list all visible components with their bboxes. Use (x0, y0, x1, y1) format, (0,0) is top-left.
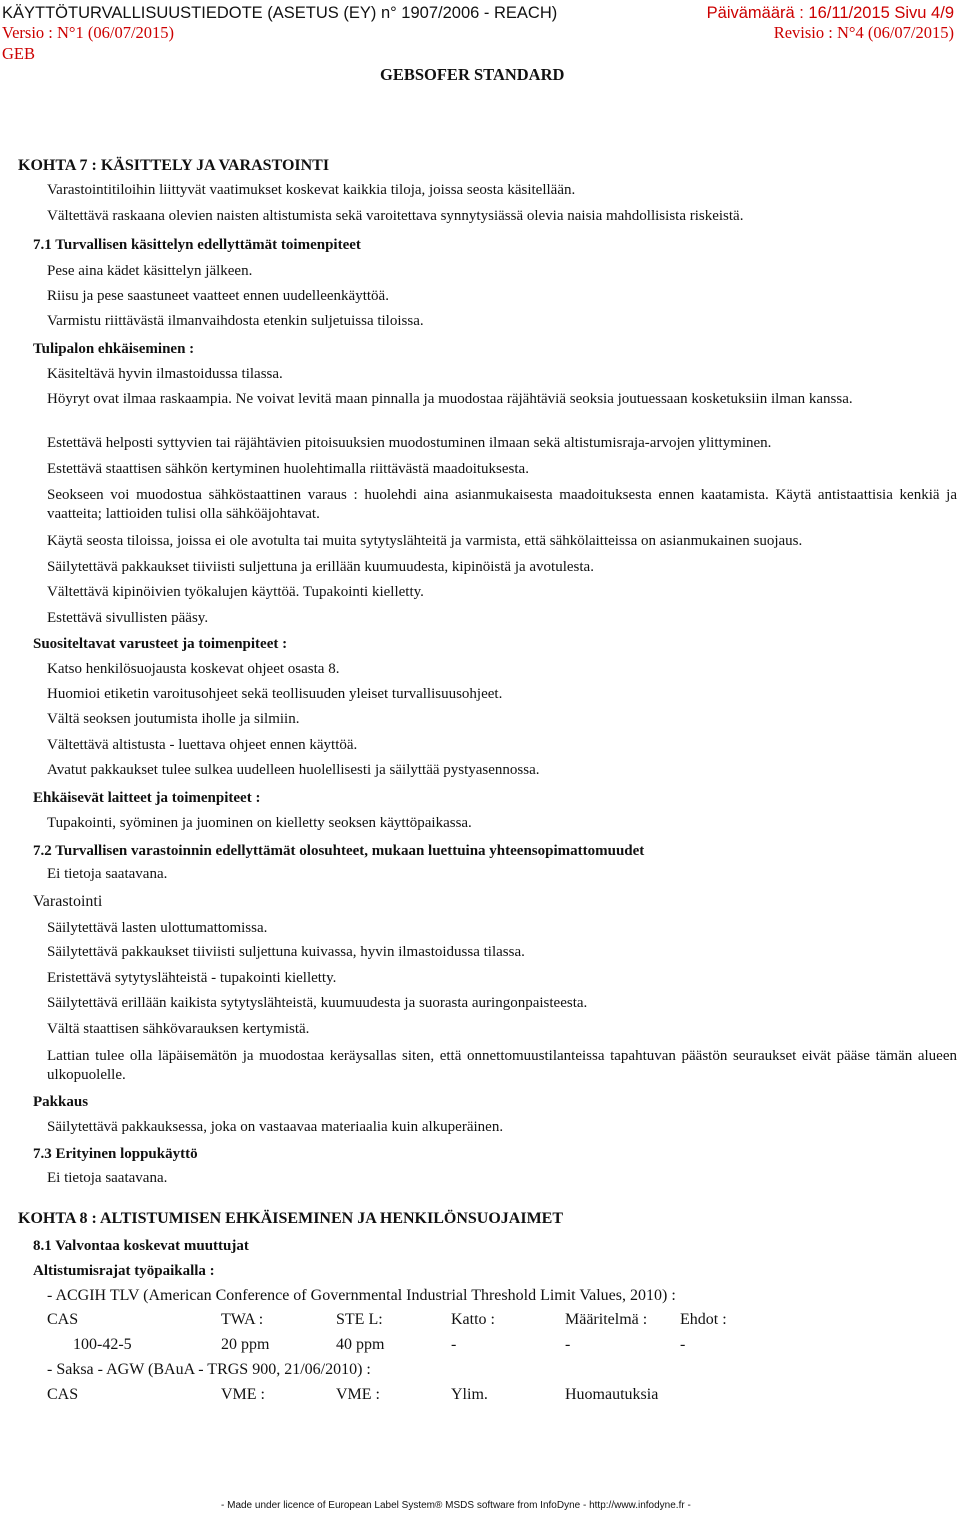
subsection-heading: 8.1 Valvontaa koskevat muuttujat (33, 1238, 249, 1254)
body-line: Vältä staattisen sähkövarauksen kertymistä. (47, 1021, 310, 1037)
agw-header-huomautuksia: Huomautuksia (565, 1386, 659, 1403)
body-line: Estettävä staattisen sähkön kertyminen huolehtimalla riittävästä maadoituksesta. (47, 461, 529, 477)
table-cell-stel: 40 ppm (336, 1336, 385, 1353)
agw-header-ylim: Ylim. (451, 1386, 488, 1403)
document-title: KÄYTTÖTURVALLISUUSTIEDOTE (ASETUS (EY) n° 1907/2006 - REACH) (2, 4, 558, 22)
body-line: Seokseen voi muodostua sähköstaattinen varaus : huolehdi aina asianmukaisesta maadoituksesta ennen kaatamista. Käytä antistaattisia kenkiä ja vaatteita; lattioiden tulisi olla sähköäjohtavat. (47, 487, 957, 522)
body-line: Ei tietoja saatavana. (47, 1170, 168, 1186)
body-line: Eristettävä sytytyslähteistä - tupakointi kielletty. (47, 970, 337, 986)
body-line: Käsiteltävä hyvin ilmastoidussa tilassa. (47, 366, 283, 382)
agw-header-vme: VME : (221, 1386, 265, 1403)
subsection-heading: Tulipalon ehkäiseminen : (33, 341, 195, 357)
product-name: GEBSOFER STANDARD (380, 65, 565, 84)
table-header-stel: STE L: (336, 1311, 383, 1328)
subsection-heading: 7.1 Turvallisen käsittelyn edellyttämät toimenpiteet (33, 237, 361, 253)
body-line: Ei tietoja saatavana. (47, 866, 168, 882)
body-line: Huomioi etiketin varoitusohjeet sekä teollisuuden yleiset turvallisuusohjeet. (47, 686, 503, 702)
table-header-twa: TWA : (221, 1311, 264, 1328)
agw-header-cas: CAS (47, 1386, 79, 1403)
body-line: Pese aina kädet käsittelyn jälkeen. (47, 263, 253, 279)
body-line: Vältettävä altistusta - luettava ohjeet ennen käyttöä. (47, 737, 358, 753)
body-line: Säilytettävä erillään kaikista sytytyslähteistä, kuumuudesta ja suorasta auringonpaisteesta. (47, 995, 588, 1011)
table-header-katto: Katto : (451, 1311, 495, 1328)
body-line: Vältä seoksen joutumista iholle ja silmiin. (47, 711, 300, 727)
body-line: Katso henkilösuojausta koskevat ohjeet osasta 8. (47, 661, 340, 677)
agw-header-vme-2: VME : (336, 1386, 380, 1403)
table-header-cas: CAS (47, 1311, 79, 1328)
subsection-heading: Altistumisrajat työpaikalla : (33, 1263, 215, 1279)
body-line: - ACGIH TLV (American Conference of Governmental Industrial Threshold Limit Values, 2010) : (47, 1287, 676, 1304)
subsection-heading: Ehkäisevät laitteet ja toimenpiteet : (33, 790, 261, 806)
body-line: Avatut pakkaukset tulee sulkea uudelleen huolellisesti ja säilyttää pystyasennossa. (47, 762, 540, 778)
table-cell-cas: 100-42-5 (73, 1336, 132, 1353)
body-line: Estettävä sivullisten pääsy. (47, 610, 209, 626)
section-heading: KOHTA 7 : KÄSITTELY JA VARASTOINTI (18, 157, 330, 174)
version: Versio : N°1 (06/07/2015) (2, 23, 175, 42)
body-line: Varastointitiloihin liittyvät vaatimukset koskevat kaikkia tiloja, joissa seosta käsitellään. (47, 182, 576, 198)
body-line: Säilytettävä lasten ulottumattomissa. (47, 920, 268, 936)
subsection-heading: Pakkaus (33, 1094, 89, 1110)
body-line: Varmistu riittävästä ilmanvaihdosta etenkin suljetuissa tiloissa. (47, 313, 424, 329)
table-cell-maaritelma: - (565, 1336, 571, 1353)
section-heading: KOHTA 8 : ALTISTUMISEN EHKÄISEMINEN JA HENKILÖNSUOJAIMET (18, 1210, 564, 1227)
body-line: Käytä seosta tiloissa, joissa ei ole avotulta tai muita sytytyslähteitä ja varmista, että sähkölaitteissa on asianmukainen suojaus. (47, 533, 803, 549)
footer-text: - Made under licence of European Label System® MSDS software from InfoDyne - http://www.infodyne.fr - (221, 1500, 691, 1511)
date-page: Päivämäärä : 16/11/2015 Sivu 4/9 (706, 4, 954, 22)
subsection-heading: 7.2 Turvallisen varastoinnin edellyttämät olosuhteet, mukaan luettuina yhteensopimattomuudet (33, 843, 645, 859)
subsection-heading: Suositeltavat varusteet ja toimenpiteet : (33, 636, 288, 652)
table-cell-ehdot: - (680, 1336, 686, 1353)
body-line: Vältettävä kipinöivien työkalujen käyttöä. Tupakointi kielletty. (47, 584, 424, 600)
body-line: Höyryt ovat ilmaa raskaampia. Ne voivat levitä maan pinnalla ja muodostaa räjähtäviä seoksia joutuessaan kosketuksiin ilman kanssa. (47, 391, 853, 407)
agw-label: - Saksa - AGW (BAuA - TRGS 900, 21/06/2010) : (47, 1361, 371, 1378)
subsection-heading: Varastointi (33, 893, 103, 910)
body-line: Tupakointi, syöminen ja juominen on kielletty seoksen käyttöpaikassa. (47, 815, 472, 831)
table-cell-twa: 20 ppm (221, 1336, 270, 1353)
table-header-maaritelma: Määritelmä : (565, 1311, 648, 1328)
body-line: Säilytettävä pakkaukset tiiviisti suljettuna ja erillään kuumuudesta, kipinöistä ja avotulesta. (47, 559, 594, 575)
table-header-ehdot: Ehdot : (680, 1311, 727, 1328)
body-line: Säilytettävä pakkauksessa, joka on vastaavaa materiaalia kuin alkuperäinen. (47, 1119, 504, 1135)
body-line: Estettävä helposti syttyvien tai räjähtävien pitoisuuksien muodostuminen ilmaan sekä altistumisraja-arvojen ylittyminen. (47, 435, 772, 451)
body-line: Vältettävä raskaana olevien naisten altistumista sekä varoitettava synnytysiässä olevia naisia mahdollisista riskeistä. (47, 208, 744, 224)
table-cell-katto: - (451, 1336, 457, 1353)
revision: Revisio : N°4 (06/07/2015) (773, 23, 954, 42)
body-line: Riisu ja pese saastuneet vaatteet ennen uudelleenkäyttöä. (47, 288, 389, 304)
body-line: Lattian tulee olla läpäisemätön ja muodostaa keräysallas siten, että onnettomuustilanteissa tapahtuvan päästön seuraukset eivät pääse tämän alueen ulkopuolelle. (47, 1048, 957, 1083)
company: GEB (2, 44, 35, 63)
body-line: Säilytettävä pakkaukset tiiviisti suljettuna kuivassa, hyvin ilmastoidussa tilassa. (47, 944, 525, 960)
subsection-heading: 7.3 Erityinen loppukäyttö (33, 1146, 198, 1162)
